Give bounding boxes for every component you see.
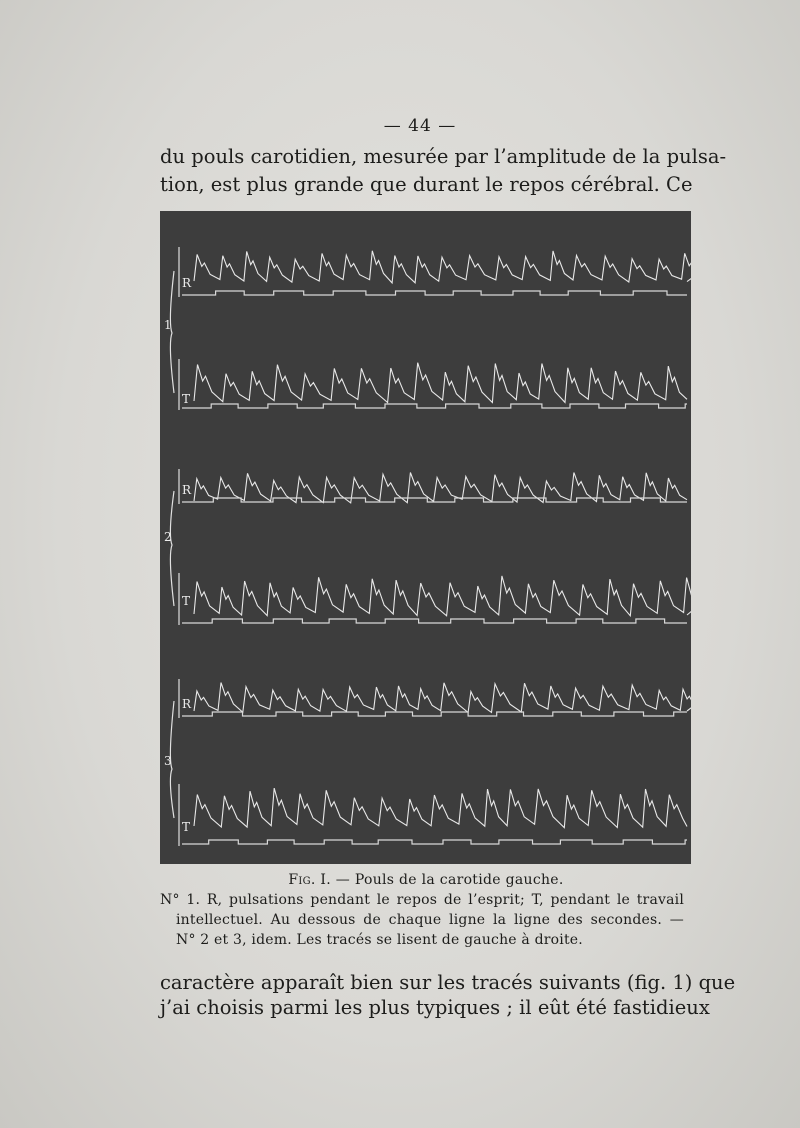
pulse-trace xyxy=(194,576,691,616)
figure-label: Fig. I. xyxy=(288,872,331,888)
body-text-line: caractère apparaît bien sur les tracés suivants (fig. 1) que xyxy=(160,971,736,994)
trace-label: R xyxy=(182,483,192,497)
group-number: 2 xyxy=(164,530,172,544)
pulse-trace xyxy=(194,363,687,403)
seconds-line xyxy=(182,404,687,408)
trace-label: R xyxy=(182,697,192,711)
caption-line: intellectuel. Au dessous de chaque ligne la ligne des secondes. — xyxy=(176,912,684,928)
caption-line: N° 1. R, pulsations pendant le repos de l’esprit; T, pendant le travail xyxy=(160,892,684,908)
body-text-line: tion, est plus grande que durant le repos cérébral. Ce xyxy=(160,173,693,196)
seconds-line xyxy=(182,840,687,844)
pulse-tracing-plate xyxy=(160,211,691,864)
body-text-line: du pouls carotidien, mesurée par l’amplitude de la pulsa- xyxy=(160,145,727,168)
figure-caption-title xyxy=(0,872,800,888)
seconds-line xyxy=(182,712,687,716)
pulse-tracing-figure xyxy=(160,211,691,864)
group-brace xyxy=(170,271,174,393)
pulse-trace xyxy=(194,473,687,503)
group-brace xyxy=(170,491,174,606)
group-number: 1 xyxy=(164,318,172,332)
seconds-line xyxy=(182,291,687,295)
pulse-trace xyxy=(194,683,691,713)
page-number: — 44 — xyxy=(383,116,457,136)
pulse-trace xyxy=(194,788,687,828)
caption-line: N° 2 et 3, idem. Les tracés se lisent de gauche à droite. xyxy=(176,932,583,948)
trace-label: R xyxy=(182,276,192,290)
trace-label: T xyxy=(182,594,191,608)
trace-label: T xyxy=(182,392,191,406)
group-number: 3 xyxy=(164,754,172,768)
body-text-line: j’ai choisis parmi les plus typiques ; il eût été fastidieux xyxy=(160,996,710,1019)
pulse-trace xyxy=(194,251,691,283)
trace-label: T xyxy=(182,820,191,834)
seconds-line xyxy=(182,619,687,623)
figure-title: — Pouls de la carotide gauche. xyxy=(335,872,564,888)
